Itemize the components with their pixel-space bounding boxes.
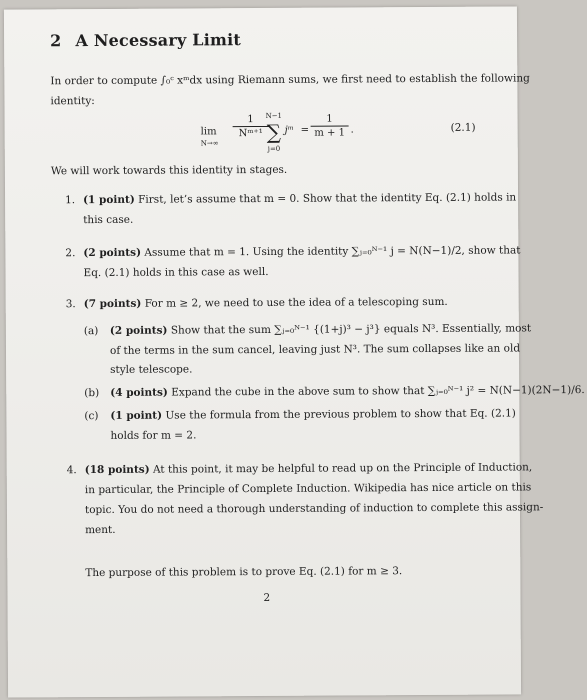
subitem-c-line-1 (110, 405, 516, 423)
summation-symbol: ∑ (266, 119, 282, 144)
equation-fraction-right (311, 113, 349, 138)
item-4-line-3: topic. You do not need a thorough understanding of induction to complete this assign- (84, 501, 544, 517)
subitem-c-line-2: holds for m = 2. (110, 429, 197, 442)
item-4-line-4: ment. (85, 523, 116, 537)
subitem-a-line-1 (110, 320, 531, 339)
item-3-points: (7 points) (83, 297, 142, 311)
item-3-text: For m ≥ 2, we need to use the idea of a telescoping sum. (141, 295, 448, 310)
item-2-line-1 (83, 242, 520, 261)
item-4-line-1 (85, 459, 533, 478)
subitem-c-points: (1 point) (110, 409, 163, 422)
fraction-right-numerator: 1 (326, 113, 333, 125)
stages-sentence: We will work towards this identity in stages. (50, 163, 288, 178)
sum-term: jᵐ (284, 124, 294, 136)
fraction-left-bar (233, 126, 269, 127)
item-4-points: (18 points) (84, 463, 150, 477)
fraction-left-denominator: Nᵐ⁺¹ (238, 127, 263, 140)
intro-line-1: In order to compute ∫₀ᶜ xᵐdx using Riemann sums, we first need to establish the following (50, 72, 530, 88)
fraction-right-denominator: m + 1 (314, 127, 345, 139)
subitem-c-label: (c) (84, 410, 99, 423)
section-heading (50, 30, 241, 50)
page-number: 2 (263, 591, 271, 604)
fraction-left-numerator: 1 (247, 114, 254, 126)
equation-label: (2.1) (450, 121, 476, 134)
equals-sign: = (300, 124, 310, 136)
intro-line-2: identity: (50, 95, 95, 108)
item-3-number: 3. (65, 298, 76, 311)
subitem-c-text: Use the formula from the previous problem to show that Eq. (2.1) (162, 407, 516, 422)
item-1-text: First, let’s assume that m = 0. Show that the identity Eq. (2.1) holds in (134, 191, 517, 206)
equation-fraction-left (233, 114, 269, 139)
item-2-points: (2 points) (83, 246, 142, 260)
section-title: A Necessary Limit (75, 30, 242, 51)
section-number: 2 (50, 31, 62, 51)
item-2-text: Assume that m = 1. Using the identity ∑ⱼ₌₀ᴺ⁻¹ j = N(N−1)/2, show that (140, 244, 521, 259)
subitem-a-line-3: style telescope. (110, 363, 193, 376)
equation-lim: lim (200, 126, 217, 138)
subitem-b-points: (4 points) (110, 386, 168, 399)
sum-upper-limit: N−1 (265, 111, 283, 120)
item-2-line-2: Eq. (2.1) holds in this case as well. (83, 265, 269, 280)
subitem-b-text: Expand the cube in the above sum to show that ∑ⱼ₌₀ᴺ⁻¹ j² = N(N−1)(2N−1)/6. (167, 384, 585, 399)
item-3-line-1 (84, 294, 448, 312)
equation-lim-subscript: N→∞ (200, 139, 219, 148)
document-page (4, 6, 585, 697)
purpose-sentence: The purpose of this problem is to prove Eq. (2.1) for m ≥ 3. (85, 565, 403, 580)
subitem-a-text: Show that the sum ∑ⱼ₌₀ᴺ⁻¹ {(1+j)³ − j³} equals N³. Essentially, most (167, 322, 532, 337)
item-1-points: (1 point) (83, 193, 135, 207)
item-1-line-2: this case. (83, 213, 134, 227)
subitem-a-line-2: of the terms in the sum cancel, leaving just N³. The sum collapses like an old (109, 342, 521, 357)
item-4-text: At this point, it may be helpful to read up on the Principle of Induction, (149, 461, 533, 476)
subitem-a-label: (a) (83, 325, 99, 338)
item-2-number: 2. (65, 247, 76, 260)
item-1-number: 1. (65, 194, 76, 207)
item-4-line-2: in particular, the Principle of Complete Induction. Wikipedia has nice article on this (84, 481, 532, 497)
item-1-line-1 (83, 189, 516, 208)
equation-period: . (350, 124, 354, 136)
subitem-b-label: (b) (84, 386, 100, 400)
subitem-b-line-1 (110, 382, 585, 401)
item-4-number: 4. (66, 464, 77, 477)
sum-lower-limit: j=0 (267, 144, 281, 153)
subitem-a-points: (2 points) (109, 324, 168, 337)
